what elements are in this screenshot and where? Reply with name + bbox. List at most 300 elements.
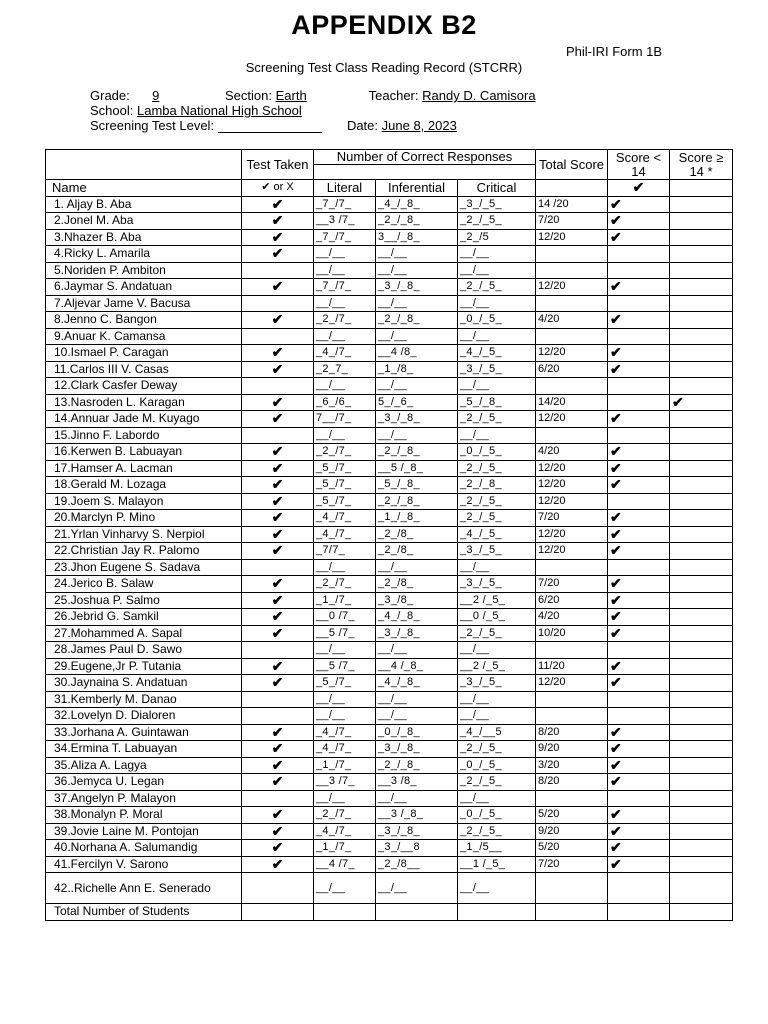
student-row: [46, 559, 733, 576]
critical-score: _1_/5__: [458, 840, 536, 857]
score-ge14-check: [670, 378, 733, 395]
student-row: [46, 526, 733, 543]
literal-score: __/__: [314, 295, 376, 312]
level-value: [218, 120, 322, 133]
critical-score: __2 /_5_: [458, 658, 536, 675]
total-score: [536, 295, 608, 312]
student-name: 41.Fercilyn V. Sarono: [46, 856, 242, 873]
test-taken-check: [242, 790, 314, 807]
critical-score: _3_/_5_: [458, 361, 536, 378]
score-ge14-check: [670, 691, 733, 708]
inferential-score: _3_/_8_: [376, 823, 458, 840]
critical-score: __/__: [458, 873, 536, 904]
critical-score: _3_/_5_: [458, 675, 536, 692]
total-score: 12/20: [536, 279, 608, 296]
student-row: [46, 724, 733, 741]
literal-score: _4_/7_: [314, 724, 376, 741]
test-taken-check: ✔: [242, 196, 314, 213]
test-taken-check: ✔: [242, 213, 314, 230]
test-taken-check: ✔: [242, 658, 314, 675]
literal-score: _4_/7_: [314, 526, 376, 543]
literal-score: _2_/7_: [314, 576, 376, 593]
literal-score: _4_/7_: [314, 823, 376, 840]
score-ge14-check: [670, 543, 733, 560]
inferential-score: _4_/_8_: [376, 675, 458, 692]
inferential-score: _1_/8_: [376, 361, 458, 378]
score-lt14-check: [608, 790, 670, 807]
literal-score: _7/7_: [314, 543, 376, 560]
literal-score: __/__: [314, 262, 376, 279]
student-row: [46, 378, 733, 395]
critical-score: _2_/_5_: [458, 493, 536, 510]
student-name: 26.Jebrid G. Samkil: [46, 609, 242, 626]
critical-score: __/__: [458, 262, 536, 279]
score-lt14-check: ✔: [608, 823, 670, 840]
inferential-score: _4_/_8_: [376, 609, 458, 626]
school-label: School:: [90, 103, 134, 118]
score-lt14-check: ✔: [608, 477, 670, 494]
score-lt14-check: ✔: [608, 840, 670, 857]
literal-score: _5_/7_: [314, 493, 376, 510]
critical-score: _3_/_5_: [458, 576, 536, 593]
test-taken-check: ✔: [242, 609, 314, 626]
score-ge14-check: [670, 460, 733, 477]
score-lt14-check: ✔: [608, 675, 670, 692]
critical-score: _4_/_5_: [458, 526, 536, 543]
literal-score: _4_/7_: [314, 741, 376, 758]
correct-responses-spacer: [314, 165, 536, 180]
total-score: 12/20: [536, 493, 608, 510]
literal-score: _4_/7_: [314, 345, 376, 362]
score-lt14-check: ✔: [608, 576, 670, 593]
score-ge14-check: [670, 246, 733, 263]
grade-label: Grade:: [90, 88, 130, 103]
student-name: 14.Annuar Jade M. Kuyago: [46, 411, 242, 428]
teacher-value: Randy D. Camisora: [422, 88, 536, 103]
student-row: [46, 394, 733, 411]
student-name: 39.Jovie Laine M. Pontojan: [46, 823, 242, 840]
score-ge14-check: [670, 279, 733, 296]
student-row: [46, 510, 733, 527]
student-row: [46, 873, 733, 904]
score-ge14-check: [670, 444, 733, 461]
test-taken-check: [242, 559, 314, 576]
score-ge14-check: [670, 609, 733, 626]
literal-score: _1_/7_: [314, 757, 376, 774]
critical-score: _2_/_5_: [458, 213, 536, 230]
test-taken-check: ✔: [242, 757, 314, 774]
name-header: Name: [46, 180, 242, 197]
inferential-score: _2_/8_: [376, 526, 458, 543]
test-taken-check: ✔: [242, 312, 314, 329]
critical-header: Critical: [458, 180, 536, 197]
score-lt14-check: ✔: [608, 807, 670, 824]
score-lt14-check: [608, 295, 670, 312]
form-id: Phil-IRI Form 1B: [566, 44, 663, 59]
inferential-score: 3__/_8_: [376, 229, 458, 246]
critical-score: __/__: [458, 378, 536, 395]
literal-score: __/__: [314, 246, 376, 263]
student-row: [46, 790, 733, 807]
student-name: 27.Mohammed A. Sapal: [46, 625, 242, 642]
info-line-3: [90, 118, 457, 133]
score-ge14-check: [670, 625, 733, 642]
critical-score: _3_/_5_: [458, 543, 536, 560]
test-taken-check: ✔: [242, 625, 314, 642]
student-name: 30.Jaynaina S. Andatuan: [46, 675, 242, 692]
total-score: [536, 427, 608, 444]
student-name: 19.Joem S. Malayon: [46, 493, 242, 510]
score-ge14-check: [670, 856, 733, 873]
student-row: [46, 823, 733, 840]
score-ge14-check: [670, 675, 733, 692]
inferential-score: __4 /8_: [376, 345, 458, 362]
test-taken-check: [242, 427, 314, 444]
total-score: 12/20: [536, 543, 608, 560]
score-ge14-check: [670, 790, 733, 807]
student-row: [46, 427, 733, 444]
score-ge14-check: [670, 724, 733, 741]
literal-score: __/__: [314, 790, 376, 807]
score-ge14-check: [670, 526, 733, 543]
total-score: 12/20: [536, 460, 608, 477]
critical-score: __/__: [458, 328, 536, 345]
inferential-score: _3_/_8_: [376, 625, 458, 642]
critical-score: _2_/_5_: [458, 510, 536, 527]
total-row: [46, 904, 733, 921]
score-lt14-check: [608, 328, 670, 345]
student-name: 16.Kerwen B. Labuayan: [46, 444, 242, 461]
score-lt14-check: ✔: [608, 345, 670, 362]
inferential-score: __/__: [376, 262, 458, 279]
student-row: [46, 807, 733, 824]
critical-score: _2_/5: [458, 229, 536, 246]
student-row: [46, 708, 733, 725]
test-taken-check: ✔: [242, 823, 314, 840]
score-ge14-check: [670, 196, 733, 213]
literal-score: _7_/7_: [314, 279, 376, 296]
inferential-score: _5_/_8_: [376, 477, 458, 494]
literal-score: __3 /7_: [314, 774, 376, 791]
critical-score: __/__: [458, 295, 536, 312]
critical-score: _3_/_5_: [458, 196, 536, 213]
total-cell: [458, 904, 536, 921]
student-name: 25.Joshua P. Salmo: [46, 592, 242, 609]
inferential-score: __/__: [376, 708, 458, 725]
inferential-score: __5 /_8_: [376, 460, 458, 477]
literal-score: __/__: [314, 708, 376, 725]
test-taken-check: [242, 642, 314, 659]
test-taken-check: ✔: [242, 543, 314, 560]
total-score: 10/20: [536, 625, 608, 642]
critical-score: _0_/_5_: [458, 807, 536, 824]
score-ge14-check: [670, 774, 733, 791]
score-lt14-check: ✔: [608, 856, 670, 873]
student-name: 42..Richelle Ann E. Senerado: [46, 873, 242, 904]
inferential-score: _3_/_8_: [376, 279, 458, 296]
student-row: [46, 246, 733, 263]
score-lt14-check: ✔: [608, 312, 670, 329]
score-ge14-check: [670, 708, 733, 725]
document-title: APPENDIX B2: [291, 10, 477, 40]
student-name: 2.Jonel M. Aba: [46, 213, 242, 230]
score-ge14-check: [670, 427, 733, 444]
test-taken-check: [242, 328, 314, 345]
literal-score: __3 /7_: [314, 213, 376, 230]
score-lt14-check: [608, 559, 670, 576]
test-taken-check: ✔: [242, 774, 314, 791]
literal-score: __/__: [314, 427, 376, 444]
total-score: 12/20: [536, 345, 608, 362]
total-score: [536, 246, 608, 263]
student-row: [46, 576, 733, 593]
score-lt14-check: ✔: [608, 774, 670, 791]
student-row: [46, 477, 733, 494]
score-ge14-check: [670, 807, 733, 824]
reading-record-table: [45, 149, 733, 921]
score-lt14-check: ✔: [608, 724, 670, 741]
critical-score: _2_/_5_: [458, 774, 536, 791]
total-cell: [536, 904, 608, 921]
inferential-score: __/__: [376, 427, 458, 444]
score-ge14-check: [670, 345, 733, 362]
level-label: Screening Test Level:: [90, 118, 215, 133]
literal-score: _1_/7_: [314, 840, 376, 857]
score-ge14-check: [670, 411, 733, 428]
student-name: 40.Norhana A. Salumandig: [46, 840, 242, 857]
total-score: 9/20: [536, 741, 608, 758]
test-taken-check: ✔: [242, 576, 314, 593]
test-taken-check: ✔: [242, 840, 314, 857]
test-taken-check: [242, 873, 314, 904]
test-taken-check: [242, 295, 314, 312]
critical-score: _2_/_8_: [458, 477, 536, 494]
student-name: 35.Aliza A. Lagya: [46, 757, 242, 774]
student-name: 28.James Paul D. Sawo: [46, 642, 242, 659]
student-row: [46, 345, 733, 362]
literal-score: 7__/7_: [314, 411, 376, 428]
test-taken-check: ✔: [242, 724, 314, 741]
score-lt14-check: ✔: [608, 757, 670, 774]
student-row: [46, 196, 733, 213]
critical-score: __/__: [458, 246, 536, 263]
score-lt14-check: ✔: [608, 411, 670, 428]
total-score: 12/20: [536, 229, 608, 246]
score-lt14-check: [608, 873, 670, 904]
total-score: 4/20: [536, 312, 608, 329]
literal-score: __/__: [314, 378, 376, 395]
date-value: June 8, 2023: [381, 118, 457, 133]
total-score: 5/20: [536, 807, 608, 824]
student-name: 3.Nhazer B. Aba: [46, 229, 242, 246]
test-taken-check: ✔: [242, 460, 314, 477]
literal-score: _4_/7_: [314, 510, 376, 527]
inferential-score: _0_/_8_: [376, 724, 458, 741]
student-name: 29.Eugene,Jr P. Tutania: [46, 658, 242, 675]
header-row-1: [46, 150, 733, 165]
name-header-blank: [46, 150, 242, 180]
student-row: [46, 411, 733, 428]
test-taken-check: ✔: [242, 807, 314, 824]
score-ge14-check: [670, 312, 733, 329]
header-row-3: [46, 180, 733, 197]
student-row: [46, 213, 733, 230]
student-name: 17.Hamser A. Lacman: [46, 460, 242, 477]
test-taken-check: ✔: [242, 229, 314, 246]
student-row: [46, 361, 733, 378]
score-ge14-check: [670, 361, 733, 378]
student-row: [46, 444, 733, 461]
student-name: 4.Ricky L. Amarila: [46, 246, 242, 263]
inferential-score: __/__: [376, 790, 458, 807]
inferential-score: __3 /_8_: [376, 807, 458, 824]
total-score: 14 /20: [536, 196, 608, 213]
student-row: [46, 658, 733, 675]
score-ge14-check: [670, 262, 733, 279]
student-name: 22.Christian Jay R. Palomo: [46, 543, 242, 560]
literal-score: _2_/7_: [314, 312, 376, 329]
score-ge14-check: [670, 873, 733, 904]
critical-score: _2_/_5_: [458, 741, 536, 758]
total-score: 6/20: [536, 361, 608, 378]
inferential-score: _2_/8_: [376, 543, 458, 560]
total-score-header: Total Score: [536, 150, 608, 180]
score-ge14-check: [670, 576, 733, 593]
student-row: [46, 592, 733, 609]
score-lt14-check: [608, 708, 670, 725]
test-taken-check: [242, 691, 314, 708]
score-lt14-check: [608, 493, 670, 510]
score-lt14-check: ✔: [608, 196, 670, 213]
section-value: Earth: [275, 88, 307, 103]
score-lt14-check: ✔: [608, 460, 670, 477]
student-row: [46, 262, 733, 279]
inferential-score: __/__: [376, 559, 458, 576]
literal-score: _7_/7_: [314, 196, 376, 213]
literal-header: Literal: [314, 180, 376, 197]
critical-score: __/__: [458, 559, 536, 576]
inferential-score: __/__: [376, 691, 458, 708]
literal-score: __/__: [314, 559, 376, 576]
student-name: 32.Lovelyn D. Dialoren: [46, 708, 242, 725]
total-score: [536, 873, 608, 904]
literal-score: __/__: [314, 691, 376, 708]
total-cell: [242, 904, 314, 921]
critical-score: _0_/_5_: [458, 444, 536, 461]
score-ge14-check: [670, 295, 733, 312]
inferential-score: __4 /_8_: [376, 658, 458, 675]
student-name: 38.Monalyn P. Moral: [46, 807, 242, 824]
inferential-score: _2_/_8_: [376, 312, 458, 329]
critical-score: _4_/_5_: [458, 345, 536, 362]
literal-score: _2_7_: [314, 361, 376, 378]
total-cell: [670, 904, 733, 921]
student-row: [46, 229, 733, 246]
total-cell: [376, 904, 458, 921]
test-taken-check: ✔: [242, 444, 314, 461]
total-students-label: Total Number of Students: [46, 904, 242, 921]
literal-score: __5 /7_: [314, 658, 376, 675]
student-row: [46, 460, 733, 477]
score-lt14-check: ✔: [608, 361, 670, 378]
student-row: [46, 328, 733, 345]
critical-score: _5_/_8_: [458, 394, 536, 411]
total-score: 9/20: [536, 823, 608, 840]
score-lt14-check: ✔: [608, 658, 670, 675]
student-name: 18.Gerald M. Lozaga: [46, 477, 242, 494]
student-name: 34.Ermina T. Labuayan: [46, 741, 242, 758]
score-ge14-check: [670, 510, 733, 527]
test-taken-check: ✔: [242, 592, 314, 609]
score-ge14-check: [670, 642, 733, 659]
total-score: 7/20: [536, 510, 608, 527]
score-lt14-header: Score < 14: [608, 150, 670, 180]
student-row: [46, 840, 733, 857]
total-score: 12/20: [536, 675, 608, 692]
literal-score: __/__: [314, 642, 376, 659]
score-ge14-check: [670, 823, 733, 840]
test-taken-check: [242, 378, 314, 395]
inferential-score: _3_/_8_: [376, 411, 458, 428]
test-taken-check: [242, 262, 314, 279]
literal-score: _2_/7_: [314, 807, 376, 824]
score-ge14-check: [670, 213, 733, 230]
total-score: 4/20: [536, 444, 608, 461]
score-lt14-check: [608, 691, 670, 708]
student-name: 9.Anuar K. Camansa: [46, 328, 242, 345]
school-value: Lamba National High School: [137, 103, 302, 118]
literal-score: __4 /7_: [314, 856, 376, 873]
score-lt14-check: ✔: [608, 229, 670, 246]
score-ge14-header: Score ≥ 14 *: [670, 150, 733, 180]
score-ge14-check: [670, 328, 733, 345]
student-name: 10.Ismael P. Caragan: [46, 345, 242, 362]
total-score: [536, 708, 608, 725]
total-score: 11/20: [536, 658, 608, 675]
student-name: 37.Angelyn P. Malayon: [46, 790, 242, 807]
student-row: [46, 609, 733, 626]
inferential-score: 5_/_6_: [376, 394, 458, 411]
score-lt14-check: [608, 378, 670, 395]
critical-score: _2_/_5_: [458, 460, 536, 477]
total-score: 12/20: [536, 477, 608, 494]
total-cell: [314, 904, 376, 921]
student-name: 15.Jinno F. Labordo: [46, 427, 242, 444]
student-row: [46, 741, 733, 758]
section-label: Section:: [225, 88, 272, 103]
total-score: 12/20: [536, 526, 608, 543]
test-taken-check: ✔: [242, 856, 314, 873]
total-score: 7/20: [536, 576, 608, 593]
score-lt14-check: ✔: [608, 625, 670, 642]
test-taken-check: ✔: [242, 246, 314, 263]
student-name: 12.Clark Casfer Deway: [46, 378, 242, 395]
total-score: 4/20: [536, 609, 608, 626]
student-name: 21.Yrlan Vinharvy S. Nerpiol: [46, 526, 242, 543]
student-name: 23.Jhon Eugene S. Sadava: [46, 559, 242, 576]
student-row: [46, 642, 733, 659]
literal-score: __/__: [314, 328, 376, 345]
inferential-score: __3 /8_: [376, 774, 458, 791]
literal-score: _5_/7_: [314, 675, 376, 692]
total-score: [536, 691, 608, 708]
score-lt14-check: ✔: [608, 213, 670, 230]
inferential-score: __/__: [376, 246, 458, 263]
total-score: [536, 262, 608, 279]
score-lt14-check: ✔: [608, 592, 670, 609]
student-name: 24.Jerico B. Salaw: [46, 576, 242, 593]
score-ge14-check: [670, 229, 733, 246]
